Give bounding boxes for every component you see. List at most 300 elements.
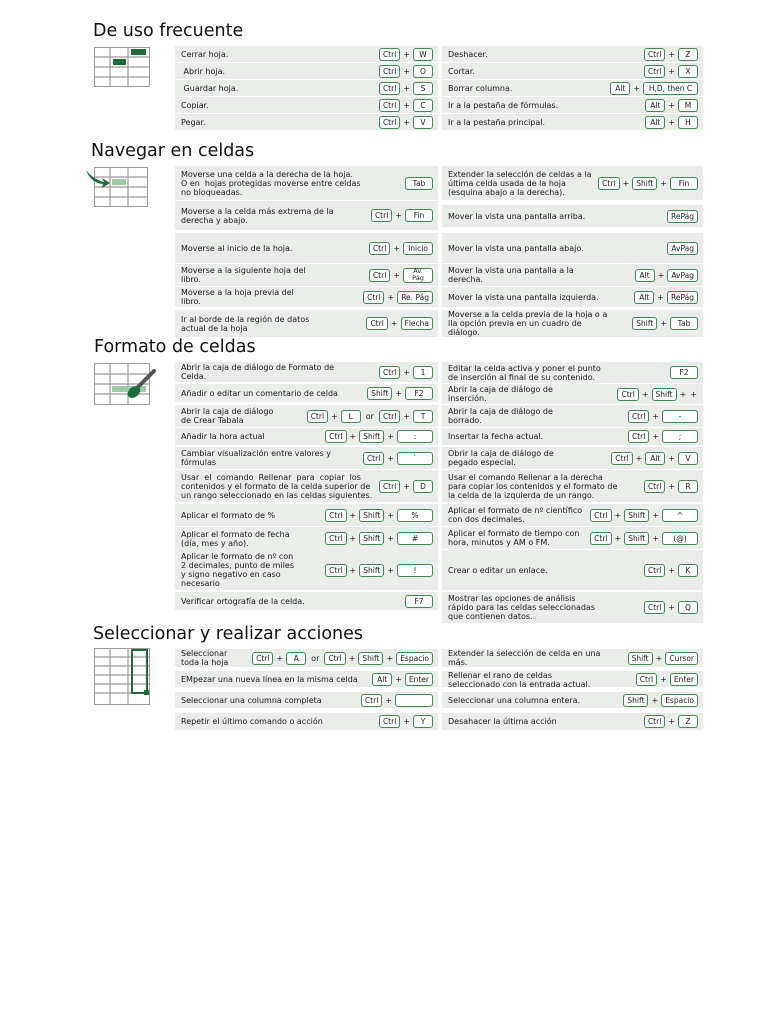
shortcut-keys	[644, 470, 698, 502]
keycap: K	[678, 564, 698, 577]
shortcut-description	[448, 506, 582, 524]
shortcut-keys	[379, 80, 433, 96]
or-separator: or	[365, 411, 374, 421]
keycap: -	[662, 410, 698, 423]
shortcut-description	[448, 67, 475, 76]
description-line: (esquina abajo a la derecha).	[448, 187, 565, 197]
keycap: Cursor	[665, 652, 698, 665]
keycap: Ctrl	[644, 480, 665, 493]
keycap: Ctrl	[366, 317, 387, 330]
description-line: Cerrar hoja.	[181, 49, 229, 59]
shortcut-keys	[379, 63, 433, 79]
plus-sign: +	[652, 432, 659, 441]
shortcut-row	[175, 671, 438, 687]
plus-sign: +	[635, 453, 643, 463]
shortcut-description	[181, 675, 358, 684]
description-line: Rellenar el rano de celdas	[448, 671, 552, 680]
description-line: Añadir la hora actual	[181, 432, 265, 441]
shortcut-row	[442, 550, 703, 590]
keycap: Ctrl	[644, 601, 665, 614]
shortcut-row	[442, 233, 703, 263]
shortcut-description	[181, 552, 294, 588]
shortcut-keys	[325, 428, 433, 445]
plus-sign: +	[403, 117, 410, 127]
keycap: Ctrl	[611, 452, 632, 465]
shortcut-description	[448, 84, 512, 93]
shortcut-row	[442, 80, 703, 96]
shortcut-description	[181, 530, 290, 548]
description-line: Borrar columna.	[448, 83, 513, 93]
plus-sign: +	[403, 367, 410, 377]
description-line: Moverse a la siguiente hoja del	[181, 266, 306, 275]
keycap: Alt	[634, 291, 654, 304]
shortcut-keys	[405, 166, 433, 200]
keycap: F2	[405, 387, 433, 400]
description-line: Mover la vista una pantalla a la	[448, 266, 574, 275]
plus-sign: +	[403, 100, 410, 110]
keycap: Ctrl	[628, 430, 649, 443]
shortcut-row	[442, 527, 703, 549]
shortcut-keys	[670, 362, 698, 383]
plus-sign: +	[633, 83, 640, 93]
shortcut-keys	[644, 550, 698, 590]
description-line: que contienen datos.	[448, 612, 533, 621]
keycap: RePág	[667, 210, 698, 223]
keycap: RePág	[667, 291, 698, 304]
keycap: Ctrl	[644, 564, 665, 577]
keycap: Ctrl	[363, 291, 384, 304]
shortcut-row	[442, 504, 703, 526]
shortcut-row	[442, 63, 703, 79]
shortcut-row	[175, 405, 438, 427]
description-line: Usar el comando Rellenar para copiar los	[181, 472, 361, 482]
shortcut-row	[175, 63, 438, 79]
shortcut-keys	[325, 504, 433, 526]
keycap: W	[413, 48, 433, 61]
keycap: Ctrl	[379, 65, 400, 78]
shortcut-keys	[628, 405, 698, 427]
keycap: Ctrl	[325, 564, 346, 577]
description-line: libro.	[181, 297, 201, 306]
description-line: Desahacer la última acción	[448, 717, 557, 726]
plus-sign: +	[652, 411, 659, 421]
plus-sign: +	[668, 603, 675, 612]
shortcut-keys	[644, 713, 698, 730]
plus-sign: +	[668, 717, 675, 726]
plus-sign: +	[614, 533, 622, 543]
description-line: Celda.	[181, 372, 207, 381]
description-line: lla opción previa en un cuadro de	[448, 319, 582, 328]
plus-sign: +	[387, 510, 394, 520]
shortcut-row	[442, 713, 703, 730]
plus-sign: +	[276, 653, 284, 663]
keycap: Alt	[645, 116, 665, 129]
shortcut-keys	[372, 671, 433, 687]
description-line: Ir al borde de la región de datos	[181, 314, 310, 324]
shortcut-description	[181, 389, 338, 398]
shortcut-keys	[363, 287, 433, 307]
shortcut-description	[181, 717, 323, 726]
description-line: Seleccionar	[181, 649, 228, 658]
keycap: Ctrl	[379, 82, 400, 95]
shortcut-description	[181, 50, 228, 59]
description-line: Seleccionar una columna entera.	[448, 695, 581, 705]
description-line: más.	[448, 658, 468, 667]
keycap: Ctrl	[590, 532, 611, 545]
description-line: y signo negativo en caso	[181, 570, 281, 579]
description-line: borrado.	[448, 416, 482, 425]
keycap: Ctrl	[636, 673, 657, 686]
plus-sign: +	[393, 270, 400, 280]
description-line: para copiar los contenidos y el formato de	[448, 481, 618, 491]
keycap: !	[397, 564, 433, 577]
plus-sign: +	[387, 565, 394, 575]
plus-sign: +	[387, 432, 394, 441]
keycap: Ctrl	[590, 509, 611, 522]
keycap: #	[397, 532, 433, 545]
keycap: Flecha	[401, 317, 434, 330]
keycap: Ctrl	[379, 366, 400, 379]
description-line: Cambiar visualización entre valores y	[181, 449, 332, 458]
shortcut-description	[448, 529, 579, 547]
keycap: Espacio	[396, 652, 433, 665]
shortcut-description	[181, 649, 228, 667]
description-line: Crear o editar un enlace.	[448, 565, 548, 575]
plus-sign: +	[657, 292, 664, 302]
description-line: Repetir el último comando o acción	[181, 717, 323, 726]
plus-sign: +	[393, 243, 400, 253]
description-line: Copiar.	[181, 100, 209, 110]
description-line: libro.	[181, 275, 201, 284]
keycap: Ctrl	[361, 694, 382, 707]
keycap: Ctrl	[644, 715, 665, 728]
shortcut-description	[448, 649, 600, 667]
shortcut-description	[448, 566, 548, 575]
keycap: Ctrl	[617, 388, 638, 401]
description-line: Pegar.	[181, 117, 206, 127]
description-line: inserción.	[448, 394, 487, 403]
shortcut-keys	[325, 550, 433, 590]
keycap: O	[413, 65, 433, 78]
shortcut-description	[448, 671, 590, 689]
shortcut-row	[442, 405, 703, 427]
plus-sign: +	[403, 83, 410, 93]
plus-sign: +	[349, 534, 357, 543]
keycap: Z	[678, 48, 698, 61]
shortcut-description	[181, 696, 322, 705]
keycap: S	[413, 82, 433, 95]
shortcut-row	[442, 649, 703, 667]
shortcut-description	[448, 717, 557, 726]
shortcut-keys	[617, 384, 698, 404]
plus-sign: +	[641, 389, 649, 399]
plus-sign: +	[660, 674, 667, 684]
description-line: Abrir hoja.	[181, 66, 226, 76]
plus-sign: +	[652, 533, 659, 543]
keycap: Espacio	[661, 694, 698, 707]
shortcut-description	[448, 244, 584, 253]
keycap: Tab	[670, 317, 698, 330]
shortcut-description	[181, 407, 273, 425]
keycap	[395, 694, 433, 707]
shortcut-keys	[667, 205, 698, 227]
keycap: `	[397, 452, 433, 465]
description-line: Obrir la caja de diálogo de	[448, 449, 554, 458]
shortcut-description	[181, 84, 238, 93]
section-title-frecuente: De uso frecuente	[93, 21, 244, 41]
shortcut-row	[442, 362, 703, 383]
description-line: Guardar hoja.	[181, 83, 239, 93]
shortcut-description	[448, 449, 554, 467]
section-title-seleccionar: Seleccionar y realizar acciones	[93, 624, 364, 644]
shortcut-description	[181, 118, 206, 127]
description-line: Abrir la caja de diálogo de Formato de	[181, 363, 335, 372]
shortcut-description	[448, 364, 601, 382]
keycap: Shift	[624, 509, 649, 522]
shortcut-description	[448, 594, 595, 621]
keycap: Y	[413, 715, 433, 728]
plus-sign: +	[660, 178, 667, 188]
shortcut-row	[175, 97, 438, 113]
keycap: Enter	[670, 673, 698, 686]
keycap: Ctrl	[379, 715, 400, 728]
keycap: V	[678, 452, 698, 465]
keycap: Z	[678, 715, 698, 728]
plus-sign: +	[668, 100, 675, 110]
shortcut-keys	[379, 362, 433, 382]
keycap: Ctrl	[371, 209, 392, 222]
plus-sign: +	[387, 453, 394, 463]
shortcut-row	[175, 166, 438, 200]
keycap: Shift	[652, 388, 677, 401]
keycap: Ctrl	[324, 652, 345, 665]
plus-sign: +	[331, 411, 338, 421]
description-line: de Crear Tabala	[181, 416, 244, 425]
shortcut-row	[442, 428, 703, 445]
keycap: Ctrl	[325, 509, 346, 522]
shortcut-row	[175, 550, 438, 590]
shortcut-keys	[369, 264, 433, 286]
shortcut-keys	[623, 692, 698, 708]
keycap: Inicio	[403, 242, 433, 255]
shortcut-description	[448, 293, 599, 302]
shortcut-keys	[307, 405, 433, 427]
shortcut-row	[442, 671, 703, 687]
shortcut-row	[442, 97, 703, 113]
shortcut-description	[181, 597, 305, 606]
keycap: Ctrl	[379, 410, 400, 423]
shortcut-row	[442, 205, 703, 227]
plus-sign: +	[668, 117, 675, 127]
plus-sign: +	[660, 319, 667, 328]
keycap: Shift	[632, 317, 657, 330]
description-line: Mover la vista una pantalla arriba.	[448, 211, 586, 221]
shortcut-row	[175, 362, 438, 382]
keycap: L	[341, 410, 361, 423]
keycap: Alt	[645, 99, 665, 112]
description-line: Cortar.	[448, 66, 475, 76]
description-line: Abrir la caja de diálogo	[181, 407, 274, 416]
plus-sign: +	[349, 432, 357, 441]
keycap: Ctrl	[644, 65, 665, 78]
keycap: D	[413, 480, 433, 493]
description-line: O en hojas protegidas moverse entre celdas	[181, 178, 361, 188]
shortcut-description	[448, 118, 545, 127]
plus-sign: +	[652, 510, 659, 520]
shortcut-row	[442, 287, 703, 307]
plus-sign: +	[395, 388, 402, 398]
keycap: Ctrl	[598, 177, 619, 190]
keycap: Ctrl	[379, 48, 400, 61]
keycap: Shift	[359, 564, 384, 577]
keycap: F7	[405, 595, 433, 608]
shortcut-row	[175, 592, 438, 610]
shortcut-keys	[590, 527, 698, 549]
plus-sign: +	[403, 481, 410, 491]
shortcut-keys	[325, 527, 433, 550]
shortcut-row	[442, 692, 703, 708]
description-line: Abrir la caja de diálogo de	[448, 407, 553, 416]
keycap: M	[678, 99, 698, 112]
shortcut-row	[175, 80, 438, 96]
shortcut-keys	[367, 384, 433, 402]
keycap: AvPag	[667, 269, 698, 282]
shortcut-description	[448, 407, 553, 425]
keycap: Shift	[623, 694, 648, 707]
shortcut-keys	[611, 447, 698, 469]
shortcut-row	[442, 447, 703, 469]
keycap: Ctrl	[379, 116, 400, 129]
keycap: H,D, then C	[643, 82, 698, 95]
keycap: Ctrl	[379, 99, 400, 112]
keycap: Ctrl	[369, 269, 390, 282]
spreadsheet-icon	[94, 47, 150, 87]
keycap: Re. Pág	[397, 291, 433, 304]
keycap: Av. Pág	[403, 268, 433, 283]
shortcut-keys	[379, 713, 433, 730]
keycap: X	[678, 65, 698, 78]
description-line: Moverse a la celda previa de la hoja o a	[448, 310, 608, 319]
keycap: Shift	[632, 177, 657, 190]
shortcut-keys	[635, 264, 698, 286]
shortcut-row	[175, 310, 438, 337]
description-line: la celda de la izquierda de un rango.	[448, 490, 595, 500]
keycap: Ctrl	[325, 532, 346, 545]
plus-sign: +	[668, 453, 675, 463]
description-line: Aplicar el formato de tiempo con	[448, 529, 580, 538]
shortcut-description	[448, 310, 607, 337]
description-line: Usar el comando Rellenar a la derecha	[448, 472, 603, 482]
shortcut-row	[442, 264, 703, 286]
shortcut-row	[175, 287, 438, 307]
or-separator: or	[311, 653, 320, 663]
shortcut-keys	[636, 671, 698, 687]
shortcut-row	[175, 264, 438, 286]
plus-sign: +	[403, 49, 410, 59]
keycap: Tab	[405, 177, 433, 190]
keycap: Shift	[358, 652, 383, 665]
shortcut-row	[175, 692, 438, 708]
spreadsheet-arrow-icon	[84, 166, 150, 208]
keycap: Shift	[367, 387, 392, 400]
keycap: H	[678, 116, 698, 129]
shortcut-description	[181, 67, 225, 76]
plus-sign: +	[385, 695, 392, 705]
plus-sign: +	[614, 510, 622, 520]
keycap: Shift	[359, 509, 384, 522]
shortcut-description	[448, 50, 488, 59]
description-line: no bloqueadas.	[181, 187, 243, 197]
section-title-navegar: Navegar en celdas	[91, 141, 255, 161]
shortcut-keys	[379, 97, 433, 113]
keycap: T	[413, 410, 433, 423]
plus-sign: +	[668, 66, 675, 76]
keycap: Alt	[635, 269, 655, 282]
keycap: Ctrl	[252, 652, 273, 665]
shortcut-keys	[379, 470, 433, 502]
description-line: Ir a la pestaña de fórmulas.	[448, 100, 559, 110]
plus-sign: +	[403, 717, 410, 726]
shortcut-description	[181, 266, 306, 284]
keycap: Shift	[359, 430, 384, 443]
plus-sign: +	[690, 389, 697, 399]
description-line: Mover la vista una pantalla abajo.	[448, 243, 584, 253]
plus-sign: +	[395, 211, 402, 220]
shortcut-description	[448, 170, 592, 197]
shortcut-keys	[628, 428, 698, 445]
shortcut-description	[181, 244, 292, 253]
keycap: A	[286, 652, 306, 665]
shortcut-row	[175, 428, 438, 445]
shortcut-description	[448, 432, 543, 441]
plus-sign: +	[349, 510, 357, 520]
keycap: Ctrl	[628, 410, 649, 423]
shortcut-description	[448, 266, 574, 284]
plus-sign: +	[349, 565, 357, 575]
shortcut-row	[442, 592, 703, 623]
keycap: (@)	[662, 532, 698, 545]
shortcut-row	[175, 233, 438, 263]
shortcut-row	[175, 447, 438, 469]
shortcut-description	[181, 511, 275, 520]
plus-sign: +	[651, 695, 659, 705]
description-line: Aplicar le formato de nº con	[181, 552, 294, 561]
shortcut-keys	[369, 233, 433, 263]
keycap: R	[678, 480, 698, 493]
description-line: Moverse a la hoja previa del	[181, 288, 294, 297]
section-title-formato: Formato de celdas	[94, 337, 256, 357]
shortcut-row	[175, 504, 438, 526]
shortcut-keys	[632, 310, 698, 337]
shortcut-description	[181, 288, 294, 306]
shortcut-description	[448, 473, 617, 500]
shortcut-row	[442, 470, 703, 502]
spreadsheet-brush-icon	[94, 363, 158, 407]
shortcut-row	[175, 114, 438, 130]
description-line: Moverse una celda a la derecha de la hoja.	[181, 169, 353, 179]
description-line: derecha y abajo.	[181, 215, 248, 225]
description-line: Mostrar las opciones de análisis	[448, 594, 576, 603]
keycap: Fin	[670, 177, 698, 190]
description-line: Aplicar el formato de fecha	[181, 529, 290, 539]
plus-sign: +	[657, 270, 665, 280]
keycap: Enter	[405, 673, 433, 686]
keycap: Alt	[610, 82, 630, 95]
shortcut-keys	[366, 310, 433, 337]
keycap: Ctrl	[379, 480, 400, 493]
shortcut-keys	[628, 649, 698, 667]
description-line: Abrir la caja de diálogo de	[448, 385, 553, 394]
